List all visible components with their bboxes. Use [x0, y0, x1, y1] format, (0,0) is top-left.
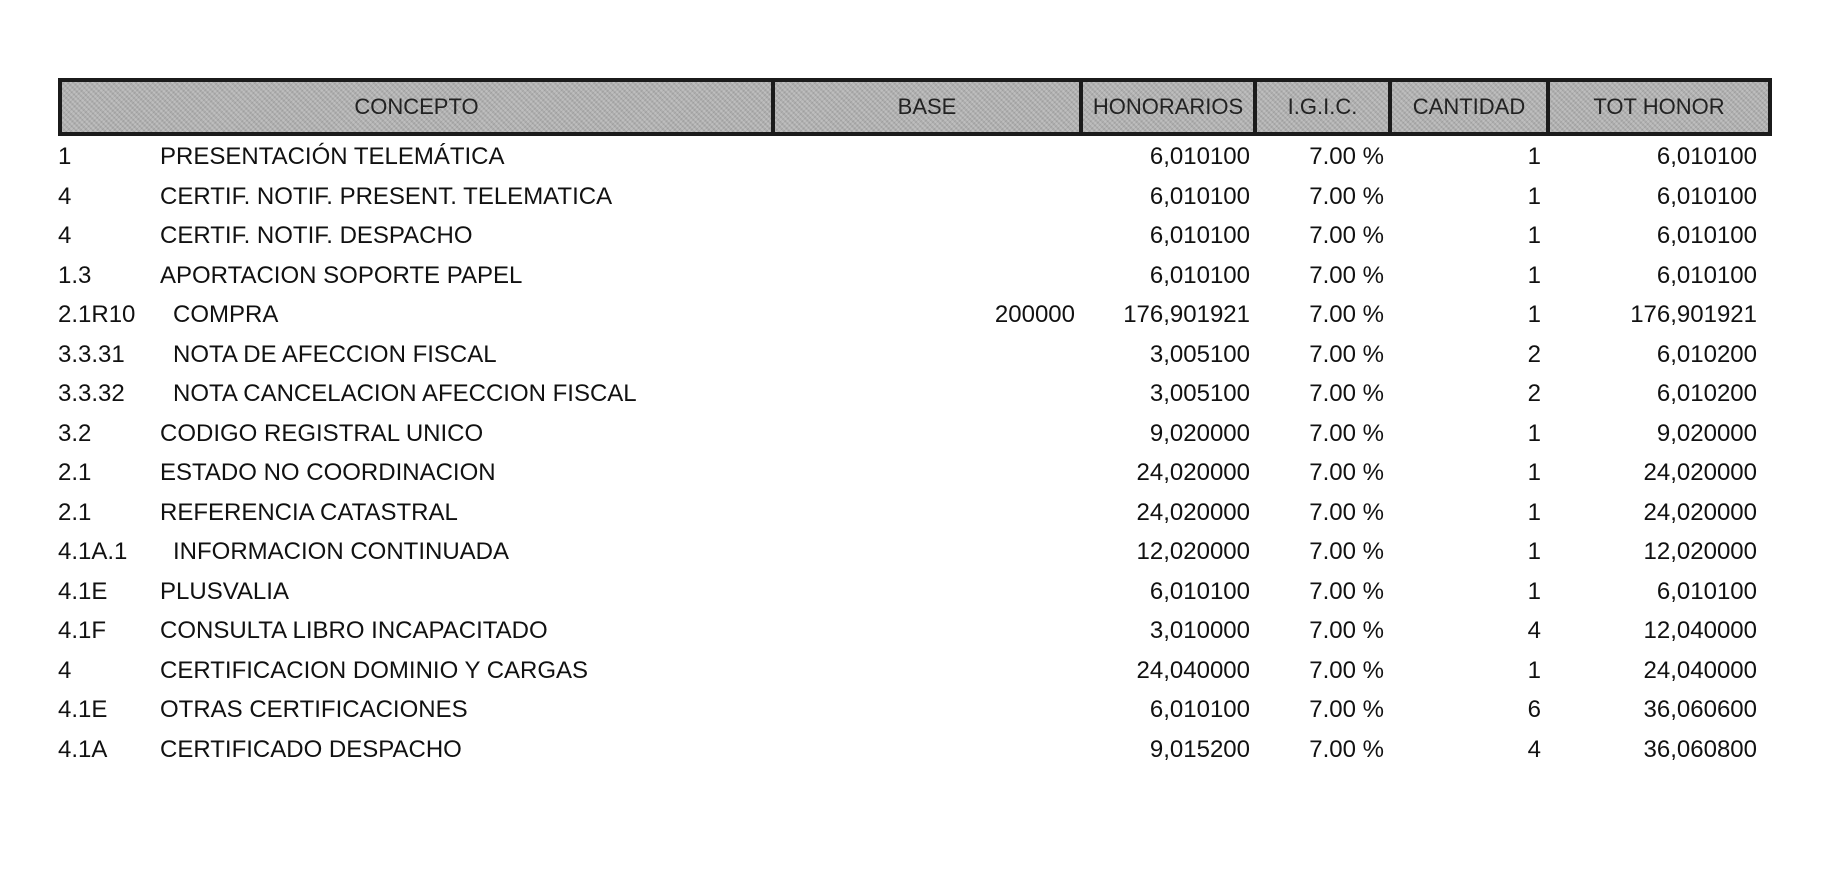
header-igic: I.G.I.C.: [1257, 82, 1392, 132]
table-row: [0, 296, 1830, 336]
row-tot-honor: 24,020000: [1643, 498, 1757, 526]
table-row: [0, 257, 1830, 297]
row-code: 2.1R10: [58, 301, 136, 328]
row-honorarios: 6,010100: [1149, 261, 1250, 289]
row-honorarios: 3,005100: [1149, 340, 1250, 368]
row-tot-honor: 24,020000: [1643, 459, 1757, 486]
table-row: [0, 612, 1830, 652]
row-honorarios: 6,010100: [1149, 222, 1250, 249]
row-cantidad: 2: [1527, 380, 1541, 407]
row-code: 4: [58, 182, 72, 210]
row-igic: 7.00 %: [1309, 696, 1384, 723]
row-honorarios: 6,010100: [1149, 182, 1250, 210]
row-tot-honor: 6,010100: [1656, 222, 1757, 249]
row-igic: 7.00 %: [1309, 459, 1384, 486]
row-honorarios: 6,010100: [1149, 696, 1250, 723]
row-igic: 7.00 %: [1309, 538, 1384, 565]
row-concepto: PLUSVALIA: [160, 577, 289, 605]
row-honorarios: 176,901921: [1123, 301, 1250, 328]
row-concepto: CERTIF. NOTIF. DESPACHO: [160, 222, 473, 249]
row-honorarios: 9,015200: [1149, 735, 1250, 763]
table-row: [0, 691, 1830, 731]
row-igic: 7.00 %: [1309, 577, 1384, 605]
row-igic: 7.00 %: [1309, 340, 1384, 368]
row-honorarios: 6,010100: [1149, 577, 1250, 605]
row-tot-honor: 6,010200: [1656, 380, 1757, 407]
row-tot-honor: 176,901921: [1630, 301, 1757, 328]
row-honorarios: 3,010000: [1149, 617, 1250, 644]
row-code: 4.1A: [58, 735, 108, 763]
row-honorarios: 24,020000: [1136, 459, 1250, 486]
row-code: 4.1E: [58, 577, 108, 605]
table-row: [0, 494, 1830, 534]
row-cantidad: 1: [1527, 419, 1541, 447]
table-row: [0, 375, 1830, 415]
row-concepto: OTRAS CERTIFICACIONES: [160, 696, 468, 723]
row-code: 4.1F: [58, 617, 107, 644]
row-tot-honor: 6,010100: [1656, 182, 1757, 210]
row-cantidad: 1: [1527, 222, 1541, 249]
row-igic: 7.00 %: [1309, 182, 1384, 210]
table-header: [58, 78, 1772, 136]
row-tot-honor: 12,020000: [1643, 538, 1757, 565]
table-body: [0, 138, 1830, 770]
row-cantidad: 1: [1527, 656, 1541, 684]
row-igic: 7.00 %: [1309, 222, 1384, 249]
row-honorarios: 9,020000: [1149, 419, 1250, 447]
row-code: 4.1E: [58, 696, 108, 723]
row-igic: 7.00 %: [1309, 261, 1384, 289]
row-concepto: NOTA CANCELACION AFECCION FISCAL: [173, 380, 637, 407]
row-code: 3.3.31: [58, 340, 125, 368]
row-code: 1: [58, 143, 72, 170]
row-honorarios: 24,020000: [1136, 498, 1250, 526]
row-concepto: CONSULTA LIBRO INCAPACITADO: [160, 617, 548, 644]
row-code: 2.1: [58, 459, 92, 486]
row-code: 4.1A.1: [58, 538, 128, 565]
table-row: [0, 731, 1830, 771]
row-base: 200000: [994, 301, 1075, 328]
row-igic: 7.00 %: [1309, 735, 1384, 763]
row-cantidad: 6: [1527, 696, 1541, 723]
row-code: 3.3.32: [58, 380, 125, 407]
row-honorarios: 12,020000: [1136, 538, 1250, 565]
table-row: [0, 415, 1830, 455]
row-cantidad: 1: [1527, 261, 1541, 289]
row-tot-honor: 36,060800: [1643, 735, 1757, 763]
table-row: [0, 573, 1830, 613]
row-code: 2.1: [58, 498, 92, 526]
row-concepto: CERTIFICADO DESPACHO: [160, 735, 462, 763]
row-igic: 7.00 %: [1309, 380, 1384, 407]
row-code: 4: [58, 656, 72, 684]
row-igic: 7.00 %: [1309, 301, 1384, 328]
row-tot-honor: 9,020000: [1656, 419, 1757, 447]
row-concepto: CERTIFICACION DOMINIO Y CARGAS: [160, 656, 589, 684]
row-concepto: APORTACION SOPORTE PAPEL: [160, 261, 523, 289]
row-igic: 7.00 %: [1309, 419, 1384, 447]
row-igic: 7.00 %: [1309, 143, 1384, 170]
row-tot-honor: 6,010100: [1656, 261, 1757, 289]
row-concepto: INFORMACION CONTINUADA: [173, 538, 509, 565]
row-tot-honor: 24,040000: [1643, 656, 1757, 684]
row-concepto: CODIGO REGISTRAL UNICO: [160, 419, 484, 447]
table-row: [0, 652, 1830, 692]
row-cantidad: 1: [1527, 182, 1541, 210]
row-igic: 7.00 %: [1309, 617, 1384, 644]
row-cantidad: 1: [1527, 301, 1541, 328]
row-igic: 7.00 %: [1309, 656, 1384, 684]
header-concepto: CONCEPTO: [62, 82, 775, 132]
row-cantidad: 1: [1527, 143, 1541, 170]
row-tot-honor: 6,010200: [1656, 340, 1757, 368]
row-tot-honor: 6,010100: [1656, 577, 1757, 605]
row-tot-honor: 6,010100: [1656, 143, 1757, 170]
table-row: [0, 336, 1830, 376]
table-row: [0, 178, 1830, 218]
row-cantidad: 1: [1527, 577, 1541, 605]
row-concepto: COMPRA: [173, 301, 279, 328]
row-cantidad: 4: [1527, 617, 1541, 644]
row-honorarios: 24,040000: [1136, 656, 1250, 684]
table-row: [0, 217, 1830, 257]
row-tot-honor: 12,040000: [1643, 617, 1757, 644]
header-base: BASE: [775, 82, 1083, 132]
row-concepto: NOTA DE AFECCION FISCAL: [173, 340, 497, 368]
row-code: 4: [58, 222, 72, 249]
row-concepto: REFERENCIA CATASTRAL: [160, 498, 458, 526]
row-cantidad: 2: [1527, 340, 1541, 368]
row-code: 3.2: [58, 419, 92, 447]
row-cantidad: 4: [1527, 735, 1541, 763]
row-honorarios: 3,005100: [1149, 380, 1250, 407]
table-row: [0, 138, 1830, 178]
header-cantidad: CANTIDAD: [1392, 82, 1550, 132]
row-cantidad: 1: [1527, 498, 1541, 526]
header-tot-honor: TOT HONOR: [1593, 94, 1725, 119]
table-row: [0, 454, 1830, 494]
row-cantidad: 1: [1527, 538, 1541, 565]
header-honorarios: HONORARIOS: [1083, 82, 1257, 132]
row-concepto: CERTIF. NOTIF. PRESENT. TELEMATICA: [160, 182, 613, 210]
row-cantidad: 1: [1527, 459, 1541, 486]
row-code: 1.3: [58, 261, 92, 289]
row-tot-honor: 36,060600: [1643, 696, 1757, 723]
row-igic: 7.00 %: [1309, 498, 1384, 526]
row-concepto: PRESENTACIÓN TELEMÁTICA: [160, 143, 505, 170]
row-honorarios: 6,010100: [1149, 143, 1250, 170]
table-row: [0, 533, 1830, 573]
row-concepto: ESTADO NO COORDINACION: [160, 459, 496, 486]
